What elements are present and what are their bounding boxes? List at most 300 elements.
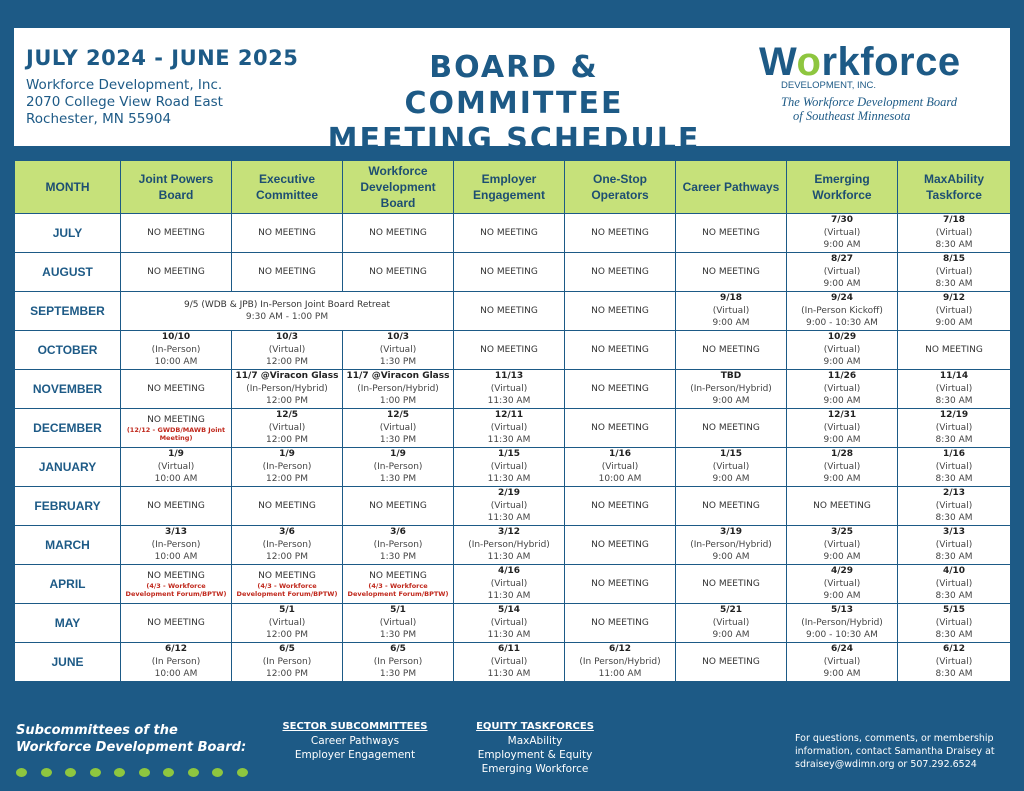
meeting-date: 3/13 <box>942 527 966 538</box>
meeting-text: NO MEETING <box>591 227 649 238</box>
meeting-note: (4/3 - Workforce Development Forum/BPTW) <box>347 582 449 599</box>
meeting-detail: (Virtual) <box>490 422 528 433</box>
meeting-cell <box>121 604 232 643</box>
meeting-text: NO MEETING <box>258 500 316 511</box>
meeting-text: NO MEETING <box>147 383 205 394</box>
meeting-cell <box>454 448 565 487</box>
meeting-time: 11:30 AM <box>487 552 531 563</box>
meeting-date: 10/29 <box>827 332 857 343</box>
meeting-time: 9:00 - 10:30 AM <box>806 630 878 641</box>
meeting-text: NO MEETING <box>702 344 760 355</box>
title-line-2: MEETING SCHEDULE <box>327 122 701 157</box>
meeting-time: 10:00 AM <box>598 474 642 485</box>
meeting-cell <box>898 604 1011 643</box>
month-label: MAY <box>15 604 121 643</box>
meeting-cell <box>232 331 343 370</box>
column-header: Workforce Development Board <box>343 161 454 214</box>
meeting-cell <box>232 448 343 487</box>
meeting-text: NO MEETING <box>258 570 316 581</box>
meeting-cell <box>787 253 898 292</box>
organization-name: Workforce Development, Inc. <box>26 77 223 93</box>
meeting-cell <box>343 370 454 409</box>
meeting-time: 10:00 AM <box>154 474 198 485</box>
meeting-time: 11:30 AM <box>487 669 531 680</box>
meeting-text: NO MEETING <box>702 266 760 277</box>
meeting-cell <box>454 214 565 253</box>
meeting-date: 5/14 <box>497 605 521 616</box>
logo-tagline: The Workforce Development Board of Southeast Minnesota <box>781 95 958 123</box>
table-row <box>15 643 1011 682</box>
meeting-date: 4/29 <box>830 566 854 577</box>
meeting-cell <box>898 487 1011 526</box>
meeting-cell <box>565 643 676 682</box>
meeting-date: 1/16 <box>608 449 632 460</box>
meeting-time: 1:00 PM <box>379 396 417 407</box>
meeting-date: 11/26 <box>827 371 857 382</box>
meeting-time: 9:00 AM <box>935 318 973 329</box>
meeting-text: NO MEETING <box>147 500 205 511</box>
meeting-time: 9:00 AM <box>712 630 750 641</box>
meeting-cell <box>343 604 454 643</box>
meeting-detail: (In-Person) <box>262 461 312 472</box>
sector-item: Career Pathways <box>310 735 400 747</box>
meeting-date: 1/15 <box>497 449 521 460</box>
month-label: FEBRUARY <box>15 487 121 526</box>
meeting-cell <box>676 214 787 253</box>
meeting-cell <box>787 409 898 448</box>
meeting-detail: (Virtual) <box>935 305 973 316</box>
meeting-cell <box>676 448 787 487</box>
meeting-cell <box>343 214 454 253</box>
meeting-cell <box>787 526 898 565</box>
meeting-cell <box>232 643 343 682</box>
meeting-text: NO MEETING <box>702 422 760 433</box>
meeting-date: 6/12 <box>942 644 966 655</box>
column-header-month: MONTH <box>15 161 121 214</box>
meeting-schedule-table <box>14 160 1011 682</box>
meeting-detail: (In Person) <box>262 656 312 667</box>
meeting-text: NO MEETING <box>147 266 205 277</box>
meeting-detail: (In Person) <box>151 656 201 667</box>
subcommittees-title: Subcommittees of the Workforce Development Board: <box>16 723 247 755</box>
meeting-time: 8:30 AM <box>935 279 973 290</box>
meeting-time: 11:30 AM <box>487 435 531 446</box>
header-banner <box>14 28 1010 157</box>
meeting-detail: (In-Person) <box>151 344 201 355</box>
meeting-detail: (Virtual) <box>379 422 417 433</box>
meeting-date: 1/28 <box>830 449 854 460</box>
meeting-date: 10/3 <box>386 332 410 343</box>
meeting-detail: (Virtual) <box>268 617 306 628</box>
meeting-time: 1:30 PM <box>379 357 417 368</box>
meeting-text: NO MEETING <box>591 383 649 394</box>
meeting-time: 8:30 AM <box>935 513 973 524</box>
meeting-detail: (Virtual) <box>712 617 750 628</box>
meeting-date: 5/21 <box>719 605 743 616</box>
meeting-cell <box>454 253 565 292</box>
meeting-date: TBD <box>720 371 742 382</box>
meeting-cell <box>454 604 565 643</box>
meeting-time: 11:30 AM <box>487 396 531 407</box>
meeting-detail: (Virtual) <box>935 539 973 550</box>
meeting-time: 8:30 AM <box>935 240 973 251</box>
meeting-date: 6/5 <box>279 644 295 655</box>
meeting-cell <box>343 487 454 526</box>
table-row <box>15 448 1011 487</box>
meeting-cell <box>232 370 343 409</box>
meeting-detail: (Virtual) <box>935 461 973 472</box>
meeting-cell <box>898 292 1011 331</box>
meeting-detail: (In Person) <box>373 656 423 667</box>
meeting-text: NO MEETING <box>591 617 649 628</box>
meeting-detail: (In-Person/Hybrid) <box>468 539 550 550</box>
meeting-text: NO MEETING <box>147 227 205 238</box>
meeting-detail: (Virtual) <box>935 383 973 394</box>
meeting-note: (12/12 - GWDB/MAWB Joint Meeting) <box>126 426 226 443</box>
meeting-date: 2/13 <box>942 488 966 499</box>
meeting-date: 11/7 @Viracon Glass <box>235 371 339 382</box>
meeting-date: 3/6 <box>390 527 406 538</box>
workforce-logo <box>759 42 999 123</box>
meeting-text: NO MEETING <box>369 500 427 511</box>
month-label: SEPTEMBER <box>15 292 121 331</box>
meeting-text: NO MEETING <box>369 227 427 238</box>
meeting-cell <box>676 292 787 331</box>
meeting-text: NO MEETING <box>258 227 316 238</box>
meeting-detail: (Virtual) <box>490 500 528 511</box>
meeting-detail: (In-Person/Hybrid) <box>690 539 772 550</box>
meeting-date: 9/12 <box>942 293 966 304</box>
meeting-date: 1/9 <box>390 449 406 460</box>
footer <box>0 712 1024 791</box>
meeting-date: 12/31 <box>827 410 857 421</box>
meeting-cell <box>121 331 232 370</box>
meeting-date: 6/5 <box>390 644 406 655</box>
meeting-cell <box>565 409 676 448</box>
meeting-detail: (Virtual) <box>379 344 417 355</box>
meeting-text: NO MEETING <box>480 305 538 316</box>
logo-subtext: DEVELOPMENT, INC. <box>781 80 877 91</box>
meeting-time: 12:00 PM <box>266 630 308 641</box>
meeting-date: 3/12 <box>497 527 521 538</box>
meeting-detail: (Virtual) <box>935 656 973 667</box>
meeting-time: 12:00 PM <box>266 474 308 485</box>
meeting-time: 11:30 AM <box>487 630 531 641</box>
table-row <box>15 409 1011 448</box>
meeting-detail: (Virtual) <box>823 383 861 394</box>
meeting-detail: (In-Person/Hybrid) <box>357 383 439 394</box>
meeting-detail: (Virtual) <box>935 266 973 277</box>
meeting-time: 9:00 AM <box>823 357 861 368</box>
meeting-cell <box>565 331 676 370</box>
meeting-time: 9:00 AM <box>823 279 861 290</box>
equity-taskforces <box>465 720 605 776</box>
page-title <box>314 50 714 158</box>
meeting-detail: (Virtual) <box>490 383 528 394</box>
meeting-detail: (Virtual) <box>823 656 861 667</box>
equity-heading: EQUITY TASKFORCES <box>476 721 594 732</box>
meeting-cell <box>232 565 343 604</box>
meeting-date: 3/19 <box>719 527 743 538</box>
meeting-date: 12/11 <box>494 410 524 421</box>
meeting-date: 11/7 @Viracon Glass <box>346 371 450 382</box>
meeting-detail: (In-Person) <box>262 539 312 550</box>
meeting-date: 3/25 <box>830 527 854 538</box>
meeting-cell <box>898 331 1011 370</box>
table-row <box>15 526 1011 565</box>
meeting-cell <box>676 409 787 448</box>
meeting-cell <box>343 409 454 448</box>
meeting-date: 1/16 <box>942 449 966 460</box>
meeting-text: NO MEETING <box>480 266 538 277</box>
meeting-cell <box>232 214 343 253</box>
meeting-cell <box>898 643 1011 682</box>
column-header: Employer Engagement <box>454 161 565 214</box>
meeting-date: 4/10 <box>942 566 966 577</box>
month-label: APRIL <box>15 565 121 604</box>
meeting-detail: (Virtual) <box>935 617 973 628</box>
organization-address <box>26 77 223 128</box>
meeting-text: NO MEETING <box>591 578 649 589</box>
meeting-date: 11/13 <box>494 371 524 382</box>
meeting-time: 8:30 AM <box>935 552 973 563</box>
meeting-date: 12/5 <box>275 410 299 421</box>
meeting-date: 5/13 <box>830 605 854 616</box>
meeting-cell <box>565 253 676 292</box>
sector-heading: SECTOR SUBCOMMITTEES <box>282 721 428 732</box>
meeting-cell <box>898 409 1011 448</box>
meeting-text: NO MEETING <box>702 656 760 667</box>
meeting-cell <box>787 214 898 253</box>
table-row <box>15 253 1011 292</box>
meeting-cell <box>121 409 232 448</box>
meeting-time: 10:00 AM <box>154 552 198 563</box>
meeting-time: 11:30 AM <box>487 474 531 485</box>
meeting-cell <box>232 253 343 292</box>
meeting-detail: (Virtual) <box>935 227 973 238</box>
meeting-date: 3/13 <box>164 527 188 538</box>
meeting-date: 2/19 <box>497 488 521 499</box>
meeting-text: NO MEETING <box>925 344 983 355</box>
meeting-cell <box>565 214 676 253</box>
meeting-detail: (In-Person Kickoff) <box>801 305 883 316</box>
meeting-date: 4/16 <box>497 566 521 577</box>
meeting-text: NO MEETING <box>702 227 760 238</box>
contact-info: For questions, comments, or membership information, contact Samantha Draisey at sdraisey@wdimn.org or 507.292.6524 <box>795 733 995 770</box>
meeting-text: NO MEETING <box>480 344 538 355</box>
meeting-cell <box>454 370 565 409</box>
column-header: Emerging Workforce <box>787 161 898 214</box>
column-header: MaxAbility Taskforce <box>898 161 1011 214</box>
meeting-date: 7/18 <box>942 215 966 226</box>
meeting-cell <box>676 331 787 370</box>
logo-wordmark: Workforce <box>759 40 961 84</box>
meeting-date: 12/5 <box>386 410 410 421</box>
meeting-date: 5/15 <box>942 605 966 616</box>
meeting-date: 9/18 <box>719 293 743 304</box>
month-label: JUNE <box>15 643 121 682</box>
meeting-time: 9:00 AM <box>712 318 750 329</box>
meeting-time: 12:00 PM <box>266 357 308 368</box>
column-header: Executive Committee <box>232 161 343 214</box>
meeting-date: 6/24 <box>830 644 854 655</box>
meeting-cell <box>898 565 1011 604</box>
meeting-detail: (Virtual) <box>935 422 973 433</box>
meeting-date: 10/3 <box>275 332 299 343</box>
meeting-date: 1/9 <box>279 449 295 460</box>
meeting-cell <box>787 487 898 526</box>
meeting-text: NO MEETING <box>147 617 205 628</box>
meeting-cell <box>343 565 454 604</box>
address-line-2: Rochester, MN 55904 <box>26 111 172 127</box>
meeting-date: 5/1 <box>279 605 295 616</box>
meeting-text: NO MEETING <box>147 570 205 581</box>
meeting-time: 9:00 AM <box>823 396 861 407</box>
month-label: AUGUST <box>15 253 121 292</box>
meeting-note: (4/3 - Workforce Development Forum/BPTW) <box>125 582 227 599</box>
meeting-time: 9:00 AM <box>823 669 861 680</box>
meeting-time: 1:30 PM <box>379 630 417 641</box>
meeting-time: 12:00 PM <box>266 669 308 680</box>
meeting-detail: (In-Person/Hybrid) <box>690 383 772 394</box>
meeting-detail: 9:30 AM - 1:00 PM <box>245 312 329 322</box>
meeting-cell <box>787 331 898 370</box>
meeting-detail: (Virtual) <box>823 266 861 277</box>
column-header: Joint Powers Board <box>121 161 232 214</box>
meeting-cell <box>787 370 898 409</box>
meeting-cell <box>676 526 787 565</box>
meeting-cell <box>454 487 565 526</box>
meeting-cell <box>676 643 787 682</box>
meeting-detail: (In-Person) <box>151 539 201 550</box>
meeting-cell <box>232 409 343 448</box>
meeting-cell <box>898 370 1011 409</box>
meeting-cell <box>343 253 454 292</box>
meeting-time: 9:00 AM <box>712 552 750 563</box>
meeting-time: 9:00 AM <box>712 396 750 407</box>
meeting-time: 10:00 AM <box>154 669 198 680</box>
meeting-cell <box>454 565 565 604</box>
meeting-time: 9:00 AM <box>823 552 861 563</box>
meeting-cell <box>676 370 787 409</box>
title-line-1: BOARD & COMMITTEE <box>404 50 624 121</box>
column-header: Career Pathways <box>676 161 787 214</box>
meeting-cell <box>898 253 1011 292</box>
meeting-cell <box>676 487 787 526</box>
meeting-detail: (Virtual) <box>490 656 528 667</box>
table-row <box>15 565 1011 604</box>
meeting-cell <box>121 253 232 292</box>
meeting-text: NO MEETING <box>258 266 316 277</box>
meeting-text: NO MEETING <box>702 500 760 511</box>
table-row <box>15 292 1011 331</box>
meeting-detail: (Virtual) <box>268 344 306 355</box>
meeting-date: 7/30 <box>830 215 854 226</box>
meeting-date: 1/9 <box>168 449 184 460</box>
meeting-cell <box>787 292 898 331</box>
meeting-text: NO MEETING <box>591 344 649 355</box>
meeting-time: 12:00 PM <box>266 552 308 563</box>
table-row <box>15 370 1011 409</box>
table-row <box>15 604 1011 643</box>
meeting-cell <box>565 292 676 331</box>
month-label: JANUARY <box>15 448 121 487</box>
decorative-dots <box>16 762 261 781</box>
meeting-detail: (Virtual) <box>823 422 861 433</box>
meeting-text: NO MEETING <box>369 266 427 277</box>
meeting-cell <box>121 565 232 604</box>
meeting-cell <box>121 526 232 565</box>
meeting-cell <box>565 526 676 565</box>
meeting-cell <box>343 526 454 565</box>
meeting-cell <box>898 214 1011 253</box>
meeting-cell <box>454 409 565 448</box>
meeting-text: NO MEETING <box>591 266 649 277</box>
schedule-period: JULY 2024 - JUNE 2025 <box>26 46 299 70</box>
meeting-cell <box>565 487 676 526</box>
meeting-cell <box>676 604 787 643</box>
meeting-time: 9:00 AM <box>712 474 750 485</box>
meeting-date: 6/12 <box>608 644 632 655</box>
meeting-detail: (In-Person/Hybrid) <box>246 383 328 394</box>
meeting-cell <box>232 526 343 565</box>
address-line-1: 2070 College View Road East <box>26 94 223 110</box>
meeting-date: 12/19 <box>939 410 969 421</box>
meeting-cell <box>565 604 676 643</box>
meeting-detail: (Virtual) <box>490 617 528 628</box>
month-label: OCTOBER <box>15 331 121 370</box>
meeting-cell <box>121 292 454 331</box>
meeting-cell <box>454 526 565 565</box>
meeting-cell <box>121 487 232 526</box>
meeting-time: 9:00 AM <box>823 474 861 485</box>
meeting-time: 8:30 AM <box>935 630 973 641</box>
meeting-text: 9/5 (WDB & JPB) In-Person Joint Board Retreat <box>183 299 390 310</box>
meeting-time: 12:00 PM <box>266 396 308 407</box>
meeting-date: 8/15 <box>942 254 966 265</box>
meeting-time: 11:30 AM <box>487 513 531 524</box>
meeting-cell <box>787 643 898 682</box>
meeting-cell <box>676 253 787 292</box>
meeting-time: 9:00 AM <box>823 240 861 251</box>
meeting-cell <box>121 214 232 253</box>
meeting-cell <box>121 370 232 409</box>
meeting-cell <box>343 448 454 487</box>
meeting-cell <box>787 448 898 487</box>
month-label: NOVEMBER <box>15 370 121 409</box>
meeting-text: NO MEETING <box>591 500 649 511</box>
meeting-text: NO MEETING <box>369 570 427 581</box>
meeting-detail: (In Person/Hybrid) <box>579 656 661 667</box>
meeting-detail: (Virtual) <box>935 578 973 589</box>
meeting-detail: (Virtual) <box>268 422 306 433</box>
contact-email-phone: sdraisey@wdimn.org or 507.292.6524 <box>795 759 977 770</box>
meeting-cell <box>565 565 676 604</box>
meeting-cell <box>676 565 787 604</box>
meeting-cell <box>787 565 898 604</box>
meeting-date: 6/12 <box>164 644 188 655</box>
meeting-date: 10/10 <box>161 332 191 343</box>
meeting-detail: (Virtual) <box>490 461 528 472</box>
meeting-cell <box>232 487 343 526</box>
equity-item: Emerging Workforce <box>481 763 589 775</box>
meeting-time: 1:30 PM <box>379 669 417 680</box>
meeting-detail: (Virtual) <box>490 578 528 589</box>
meeting-detail: (Virtual) <box>823 539 861 550</box>
equity-item: MaxAbility <box>507 735 563 747</box>
meeting-date: 8/27 <box>830 254 854 265</box>
meeting-cell <box>232 604 343 643</box>
